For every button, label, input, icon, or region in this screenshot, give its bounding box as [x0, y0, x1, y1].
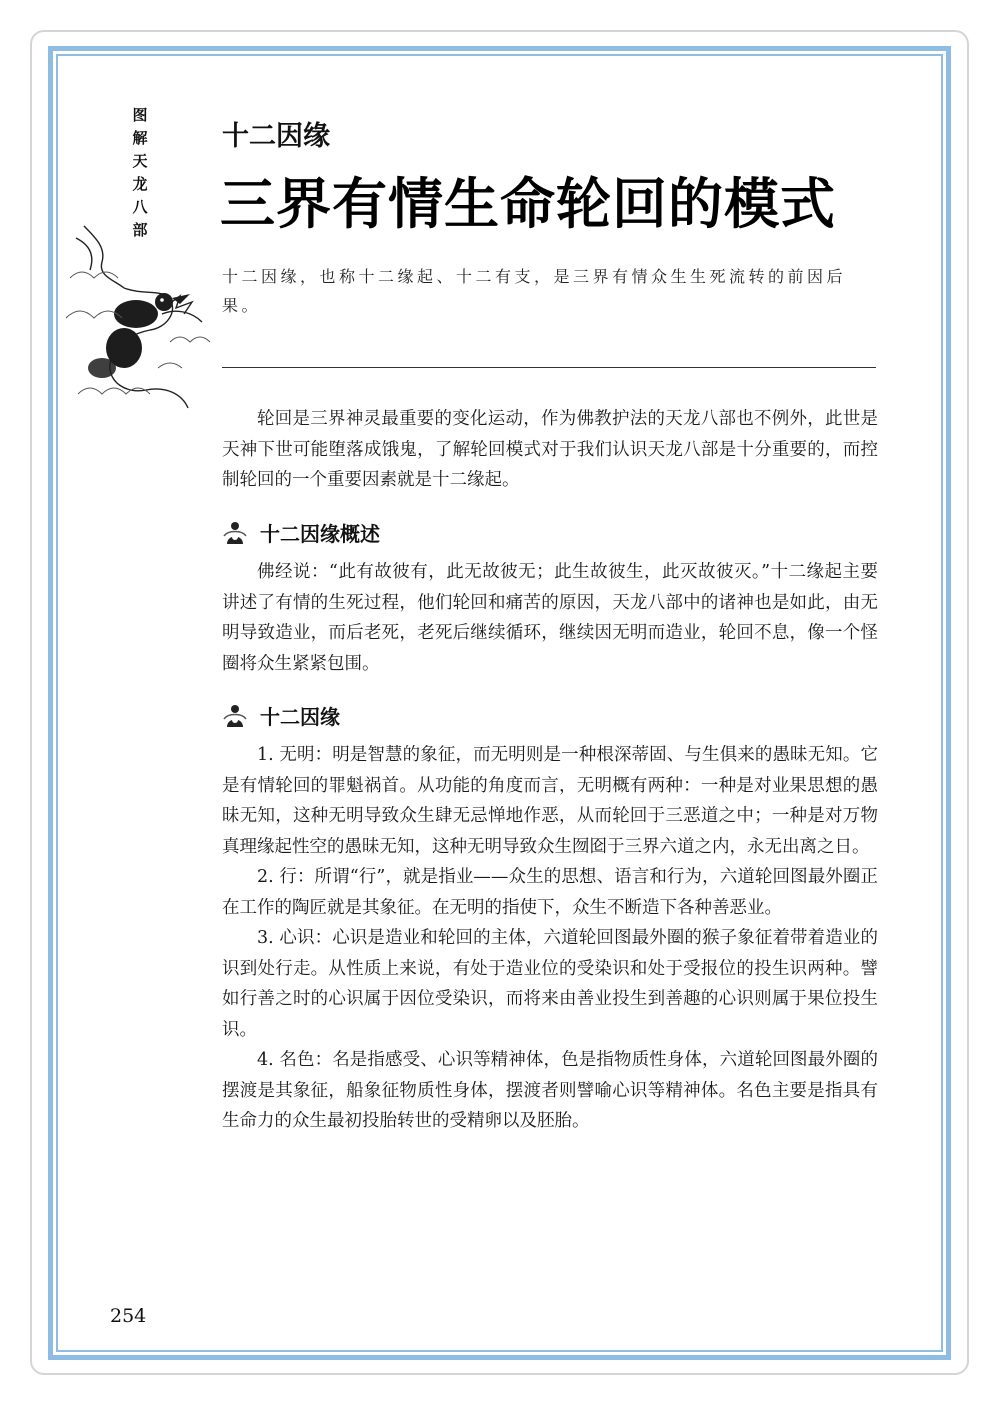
chapter-kicker: 十二因缘	[222, 121, 330, 152]
header-divider	[222, 367, 876, 368]
section-body-overview	[222, 557, 878, 679]
section-body-twelve-links	[222, 740, 878, 1137]
section-heading-text: 十二因缘概述	[260, 522, 380, 546]
sidebar-char: 解	[132, 129, 148, 147]
lead-paragraph: 轮回是三界神灵最重要的变化运动，作为佛教护法的天龙八部也不例外，此世是天神下世可能堕落成饿鬼，了解轮回模式对于我们认识天龙八部是十分重要的，而控制轮回的一个重要因素就是十二缘起。	[222, 409, 878, 490]
paragraph: 佛经说：“此有故彼有，此无故彼无；此生故彼生，此灭故彼灭。”十二缘起主要讲述了有情的生死过程，他们轮回和痛苦的原因，天龙八部中的诸神也是如此，由无明导致造业，而后老死，老死后继续循环，继续因无明而造业，轮回不息，像一个怪圈将众生紧紧包围。	[222, 562, 878, 674]
deity-icon	[222, 520, 248, 546]
paragraph-ignorance: 1. 无明：明是智慧的象征，而无明则是一种根深蒂固、与生俱来的愚昧无知。它是有情轮回的罪魁祸首。从功能的角度而言，无明概有两种：一种是对业果思想的愚昧无知，这种无明导致众生肆无忌惮地作恶，从而轮回于三恶道之中；一种是对万物真理缘起性空的愚昧无知，这种无明导致众生囫囵于三界六道之内，永无出离之日。	[222, 745, 878, 857]
sidebar-char: 部	[132, 221, 148, 239]
chapter-intro: 十二因缘，也称十二缘起、十二有支，是三界有情众生生死流转的前因后果。	[222, 267, 847, 315]
paragraph-formation: 2. 行：所谓“行”，就是指业——众生的思想、语言和行为，六道轮回图最外圈正在工作的陶匠就是其象征。在无明的指使下，众生不断造下各种善恶业。	[222, 867, 878, 918]
paragraph-name-and-form: 4. 名色：名是指感受、心识等精神体，色是指物质性身体，六道轮回图最外圈的摆渡是其象征，船象征物质性身体，摆渡者则譬喻心识等精神体。名色主要是指具有生命力的众生最初投胎转世的受精卵以及胚胎。	[222, 1050, 878, 1131]
section-heading-overview	[222, 518, 380, 547]
section-heading-text: 十二因缘	[260, 705, 340, 729]
page-title: 三界有情生命轮回的模式	[220, 172, 837, 236]
sidebar-char: 八	[132, 198, 148, 216]
lead-paragraph-block	[222, 404, 878, 496]
sidebar-char: 龙	[132, 175, 148, 193]
section-heading-twelve-links	[222, 701, 340, 730]
sidebar-char: 天	[132, 152, 148, 170]
sidebar-char: 图	[132, 106, 148, 124]
paragraph-consciousness: 3. 心识：心识是造业和轮回的主体，六道轮回图最外圈的猴子象征着带着造业的识到处行走。从性质上来说，有处于造业位的受染识和处于受报位的投生识两种。譬如行善之时的心识属于因位受染识，而将来由善业投生到善趣的心识则属于果位投生识。	[222, 928, 878, 1040]
page-number: 254	[110, 1305, 147, 1327]
dragon-icon	[66, 218, 216, 418]
deity-icon	[222, 703, 248, 729]
